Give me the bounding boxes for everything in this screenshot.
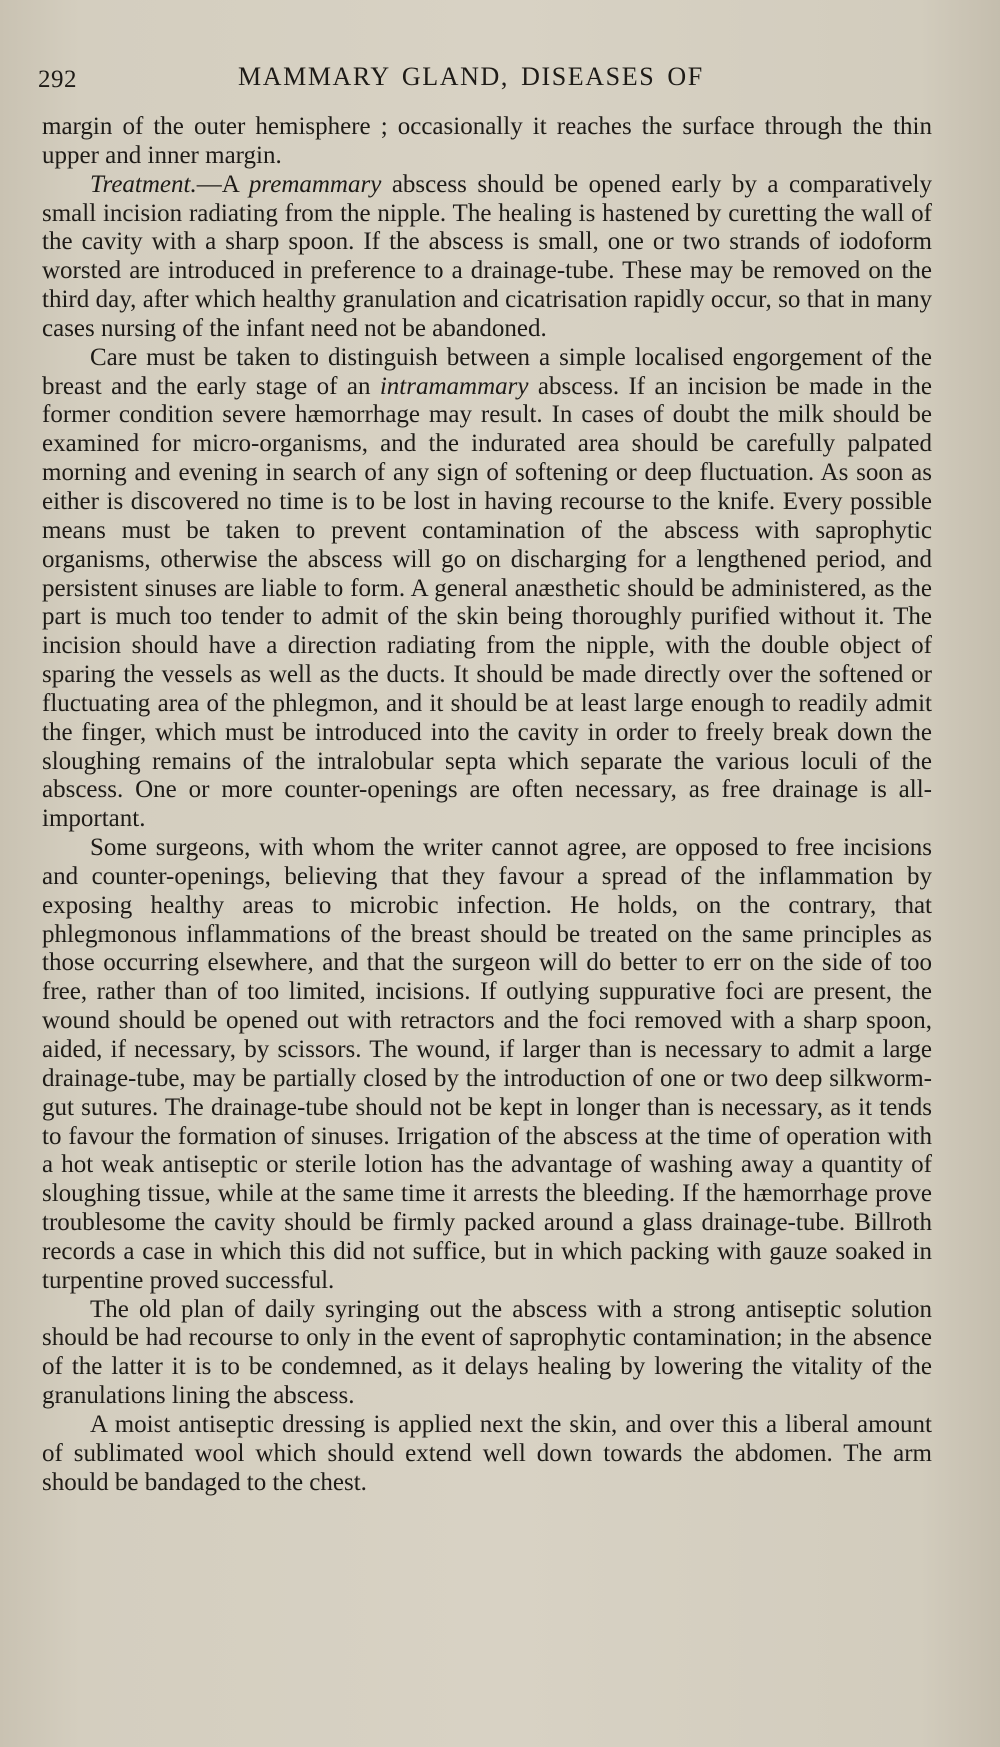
paragraph-text: —A bbox=[196, 170, 249, 198]
body-text bbox=[42, 113, 932, 1498]
paragraph-text: abscess. If an incision be made in the former condition severe hæmorrhage may result. In cases of doubt the milk should be examined for micro-organisms, and the indurated area should be carefully palpated morning and evening in search of any sign of softening or deep fluctuation. As soon as either is discovered no time is to be lost in having recourse to the knife. Every possible means must be taken to prevent contamination of the abscess with saprophytic organisms, otherwise the abscess will go on discharging for a lengthened period, and persistent sinuses are liable to form. A general anæsthetic should be administered, as the part is much too tender to admit of the skin being thoroughly purified without it. The incision should have a direction radiating from the nipple, with the double object of sparing the vessels as well as the ducts. It should be made directly over the softened or fluctuating area of the phlegmon, and it should be at least large enough to readily admit the finger, which must be introduced into the cavity in order to freely break down the sloughing remains of the intralobular septa which separate the various loculi of the abscess. One or more counter-openings are often necessary, as free drainage is all-important. bbox=[42, 372, 932, 833]
section-label: Treatment. bbox=[90, 170, 197, 198]
italic-term: intramammary bbox=[379, 372, 529, 400]
paragraph-text: margin of the outer hemisphere ; occasionally it reaches the surface through the thin upper and inner margin. bbox=[42, 113, 932, 169]
page-header bbox=[38, 62, 938, 102]
paragraph-incisions bbox=[42, 834, 932, 1296]
page-number: 292 bbox=[38, 66, 77, 93]
paragraph-continuation bbox=[42, 113, 932, 171]
paragraph-dressing bbox=[42, 1411, 932, 1498]
paragraph-text: A moist antiseptic dressing is applied next the skin, and over this a liberal amount of sublimated wool which should extend well down towards the abdomen. The arm should be bandaged to the chest. bbox=[42, 1410, 932, 1496]
paragraph-syringing bbox=[42, 1296, 932, 1411]
paragraph-intramammary bbox=[42, 344, 932, 834]
paragraph-treatment bbox=[42, 171, 932, 344]
paragraph-text: abscess should be opened early by a comparatively small incision radiating from the nipple. The healing is hastened by curetting the wall of the cavity with a sharp spoon. If the abscess is small, one or two strands of iodoform worsted are introduced in preference to a drainage-tube. These may be removed on the third day, after which healthy granulation and cicatrisation rapidly occur, so that in many cases nursing of the infant need not be abandoned. bbox=[42, 170, 932, 342]
italic-term: premammary bbox=[248, 170, 382, 198]
running-title: MAMMARY GLAND, DISEASES OF bbox=[238, 62, 704, 91]
paragraph-text: Some surgeons, with whom the writer cannot agree, are opposed to free incisions and counter-openings, believing that they favour a spread of the inflammation by exposing healthy areas to microbic infection. He holds, on the contrary, that phlegmonous inflammations of the breast should be treated on the same principles as those occurring elsewhere, and that the surgeon will do better to err on the side of too free, rather than of too limited, incisions. If outlying suppurative foci are present, the wound should be opened out with retractors and the foci removed with a sharp spoon, aided, if necessary, by scissors. The wound, if larger than is necessary to admit a large drainage-tube, may be partially closed by the introduction of one or two deep silkworm-gut sutures. The drainage-tube should not be kept in longer than is necessary, as it tends to favour the formation of sinuses. Irrigation of the abscess at the time of operation with a hot weak antiseptic or sterile lotion has the advantage of washing away a quantity of sloughing tissue, while at the same time it arrests the bleeding. If the hæmorrhage prove troublesome the cavity should be firmly packed around a glass drainage-tube. Billroth records a case in which this did not suffice, but in which packing with gauze soaked in turpentine proved successful. bbox=[42, 834, 932, 1294]
paragraph-text: The old plan of daily syringing out the abscess with a strong antiseptic solution should be had recourse to only in the event of saprophytic contamination; in the absence of the latter it is to be condemned, as it delays healing by lowering the vitality of the granulations lining the abscess. bbox=[42, 1295, 932, 1410]
paragraph-text: Care must be taken to distinguish between a simple localised engorgement of the breast and the early stage of an bbox=[42, 343, 932, 400]
